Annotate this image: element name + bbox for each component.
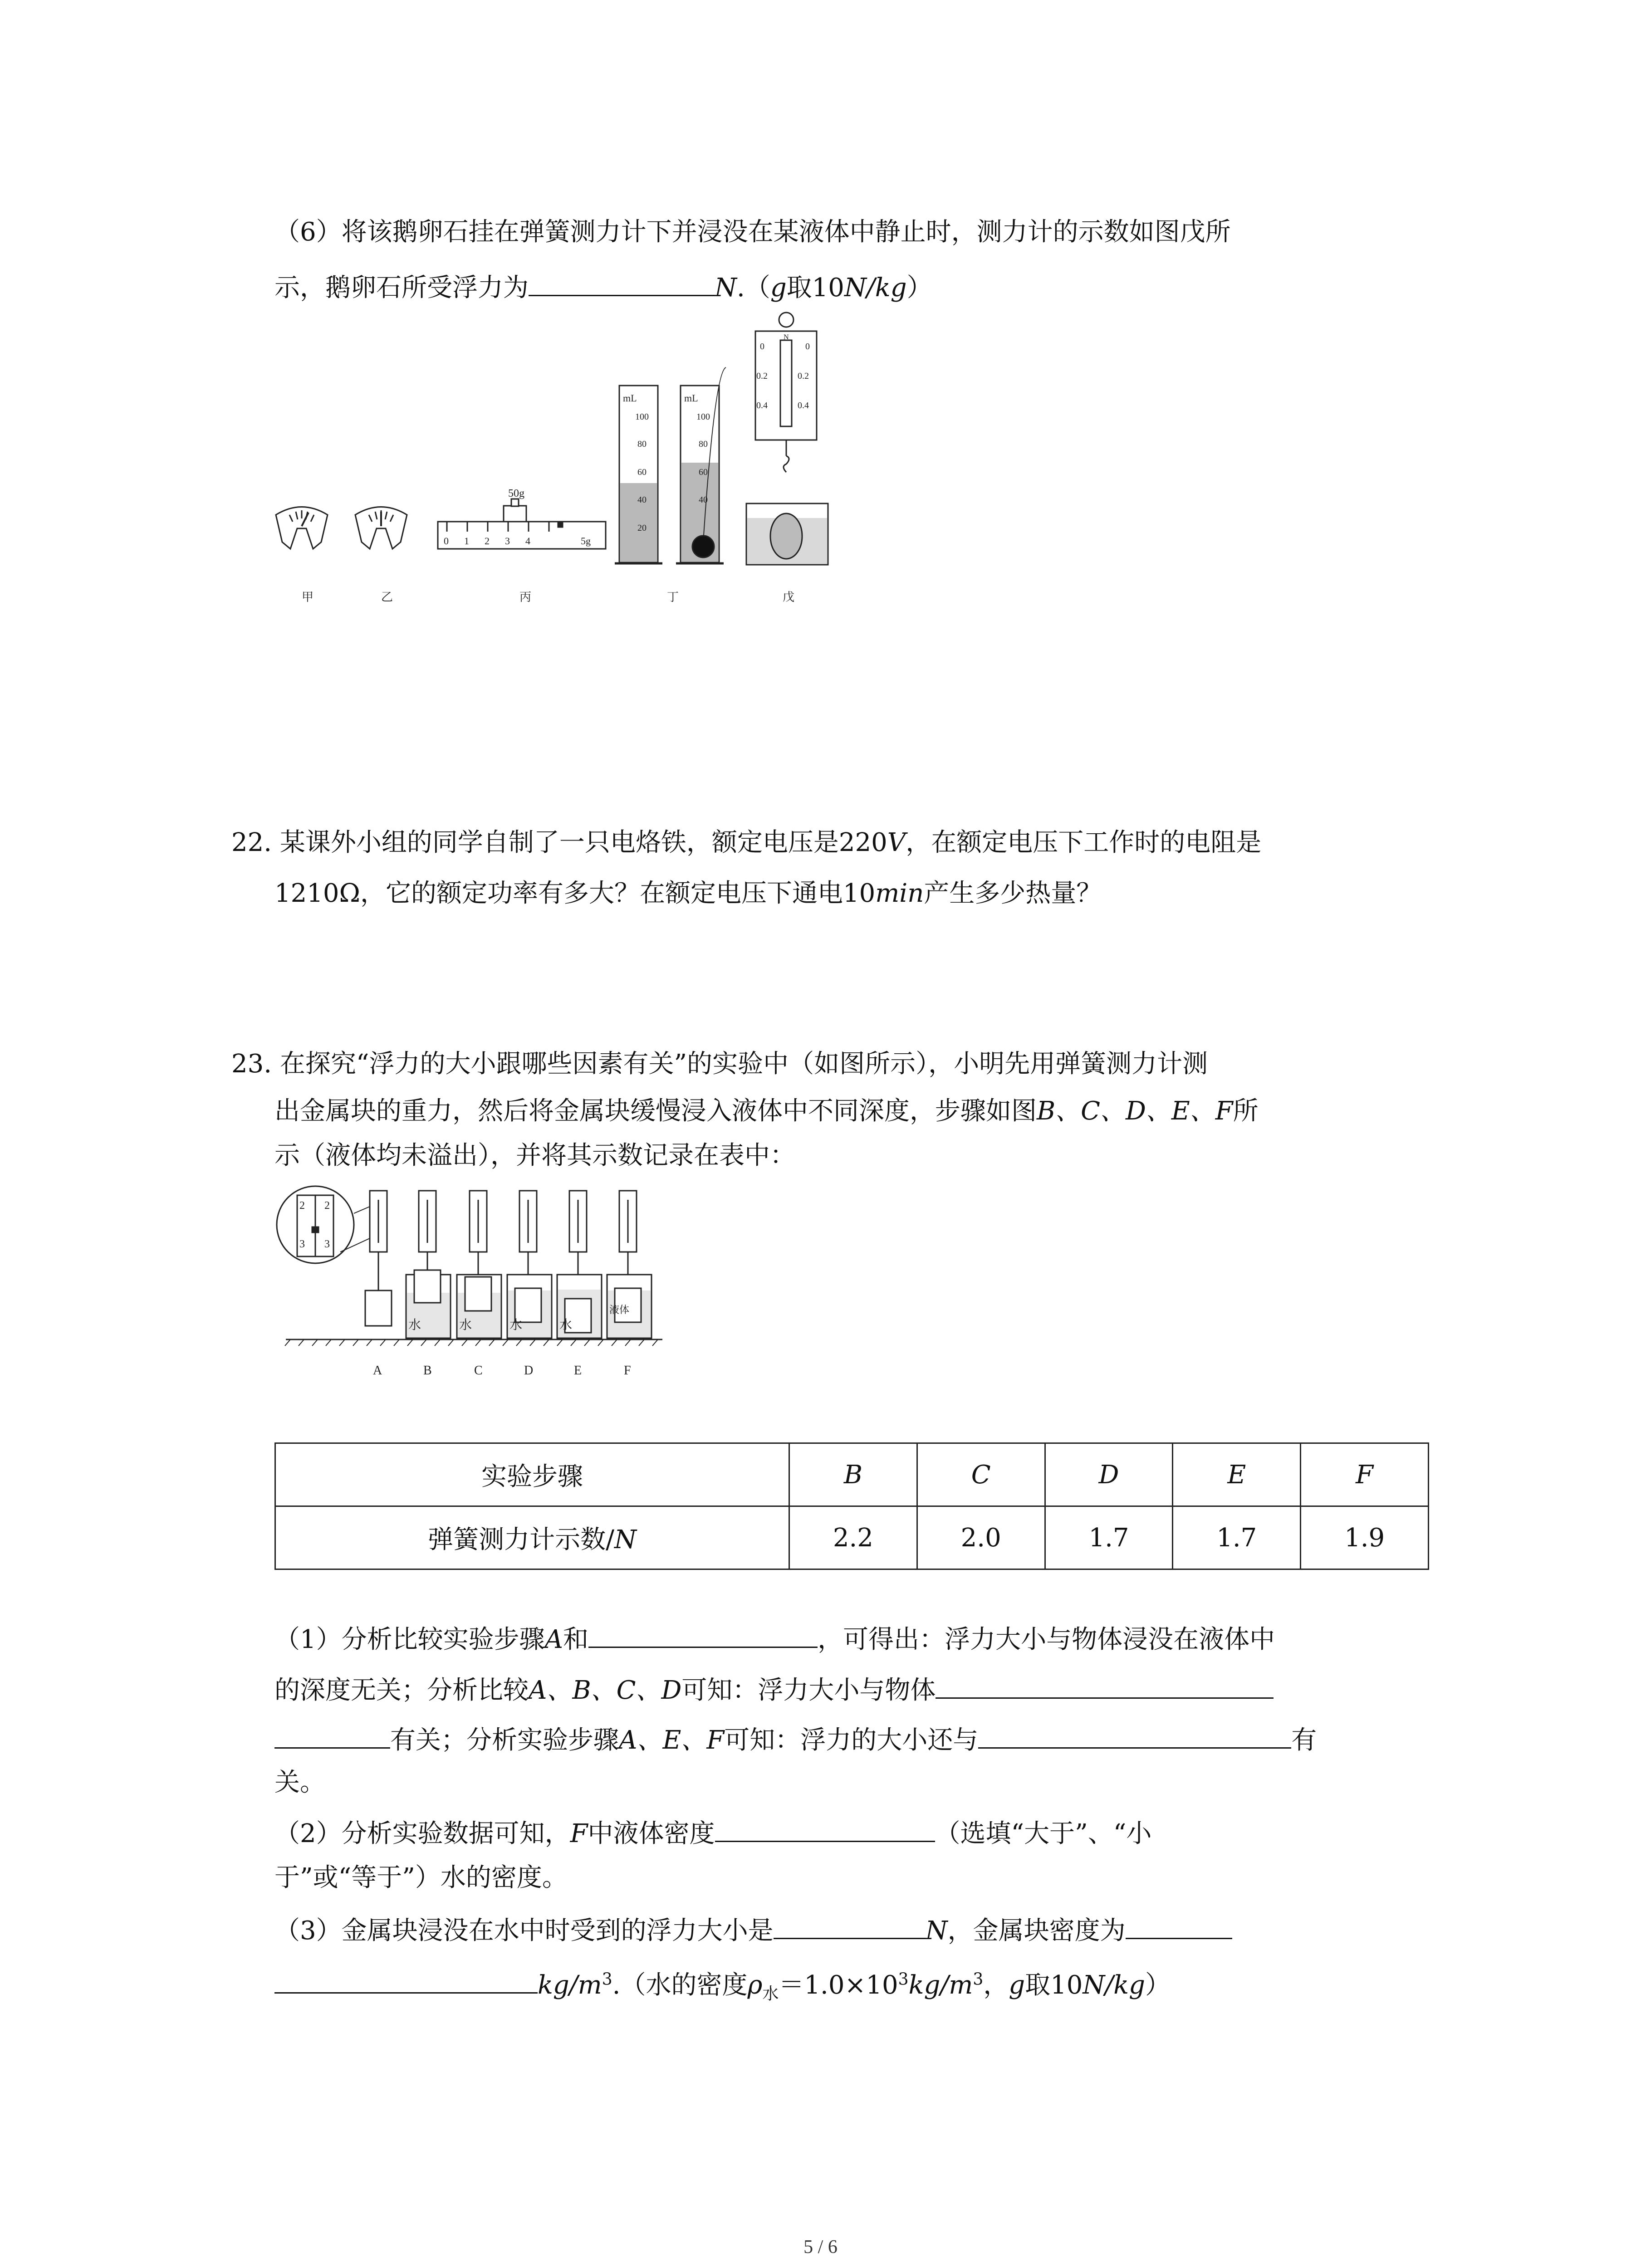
ruler-tick: 3 [505, 535, 510, 547]
table-cell-reading: 1.7 [1045, 1506, 1173, 1569]
zoom-tick: 3 [299, 1238, 305, 1250]
exponent: 3 [973, 1970, 984, 1989]
part3-unit-density-2: kg/m [908, 1970, 973, 2000]
step-label-b: B [423, 1364, 432, 1378]
unit-newton: N [715, 273, 737, 303]
q22-text1b: ，在额定电压下工作时的电阻是 [906, 828, 1262, 857]
part1-line4 [274, 1770, 325, 1795]
q21-part6-line1 [274, 217, 1231, 247]
cyl2-tick: 100 [696, 412, 710, 422]
part1-text2a: 的深度无关；分析比较 [274, 1676, 529, 1705]
g-unit: N/kg [844, 273, 907, 303]
step-label-a: A [373, 1364, 382, 1378]
answer-blank-buoyancy[interactable] [529, 271, 715, 296]
figure-apparatus-1 [268, 299, 857, 617]
cylinder-2-icon [676, 367, 726, 563]
table-head-readings [275, 1506, 789, 1569]
unit-volt: V [887, 828, 906, 857]
q23-number: 23. [231, 1049, 272, 1079]
step-label-e: E [574, 1364, 582, 1378]
q22-text2a: 1210Ω，它的额定功率有多大？在额定电压下通电10 [274, 879, 876, 908]
part1-line3 [274, 1724, 1317, 1753]
part1-vars-abcd: A、B、C、D [529, 1676, 682, 1705]
label-ding: 丁 [667, 591, 679, 604]
step-label-c: C [474, 1364, 483, 1378]
close-paren: ） [1145, 1970, 1171, 2000]
q21-part6-text1: （6）将该鹅卵石挂在弹簧测力计下并浸没在某液体中静止时，测力计的示数如图戊所 [274, 217, 1231, 247]
scale-tick-left: 0.4 [756, 401, 768, 411]
zoom-tick: 2 [324, 1200, 330, 1212]
readings-table [274, 1442, 1429, 1570]
cyl1-tick: 60 [637, 467, 647, 477]
answer-blank-buoyant-force[interactable] [774, 1914, 926, 1939]
table-cell-reading: 1.7 [1173, 1506, 1301, 1569]
part1-text1b: 和 [563, 1625, 589, 1654]
scale-tick-right: 0.2 [798, 371, 809, 381]
part3-unit-newton: N [925, 1916, 948, 1945]
q22-line2 [274, 881, 1102, 906]
table-cell-step: B [789, 1443, 917, 1506]
part2-line1 [274, 1817, 1151, 1847]
part2-var-f: F [570, 1819, 588, 1848]
table-cell-reading: 1.9 [1301, 1506, 1429, 1569]
part2-text1c: （选填“大于”、“小 [935, 1819, 1152, 1848]
part1-text4: 关。 [274, 1768, 325, 1797]
part1-line2 [274, 1674, 1274, 1703]
q23-line1 [231, 1051, 1208, 1077]
ruler-tick: 5g [581, 535, 591, 547]
figure-buoyancy-experiment [272, 1182, 789, 1395]
cyl2-tick: 80 [699, 439, 708, 449]
part1-text3c: 有 [1291, 1725, 1317, 1755]
q22-text1a: 某课外小组的同学自制了一只电烙铁，额定电压是220 [279, 828, 887, 857]
setup-a-icon [365, 1191, 392, 1326]
part1-line1 [274, 1623, 1275, 1652]
cyl1-tick: 100 [635, 412, 649, 422]
part2-line2 [274, 1865, 568, 1891]
balance-jia-icon [276, 507, 328, 549]
rho-symbol: ρ [747, 1970, 763, 2000]
q22-text2b: 产生多少热量？ [924, 879, 1102, 908]
cyl1-tick: 80 [637, 439, 647, 449]
part3-text1a: （3）金属块浸没在水中时受到的浮力大小是 [274, 1916, 774, 1945]
label-wu: 戊 [783, 591, 795, 604]
table-cell-step: E [1173, 1443, 1301, 1506]
part3-line2 [274, 1969, 1171, 2002]
part3-line1 [274, 1914, 1232, 1944]
part1-var-a: A [544, 1625, 563, 1654]
liquid-label-c: 水 [459, 1318, 472, 1332]
table-row [275, 1506, 1429, 1569]
liquid-label-d: 水 [509, 1318, 523, 1332]
part2-text2: 于”或“等于”）水的密度。 [274, 1863, 568, 1892]
page-number: 5 / 6 [803, 2237, 838, 2258]
ruler-tick: 2 [485, 535, 490, 547]
q23-text1: 在探究“浮力的大小跟哪些因素有关”的实验中（如图所示），小明先用弹簧测力计测 [279, 1049, 1208, 1079]
label-bing: 丙 [519, 591, 532, 604]
cyl1-tick: 40 [637, 495, 647, 505]
answer-blank-metal-density[interactable] [1126, 1914, 1232, 1939]
q23-line2 [274, 1096, 1259, 1126]
answer-blank-factor1-cont[interactable] [274, 1724, 390, 1749]
close-paren: ） [906, 273, 932, 303]
readings-head-unit: N [614, 1525, 637, 1554]
g-symbol: g [1009, 1970, 1025, 2000]
balance-yi-icon [355, 507, 407, 549]
liquid-label-b: 水 [408, 1318, 421, 1332]
part3-text2b: ＝1.0×10 [779, 1970, 898, 2000]
answer-blank-metal-density-cont[interactable] [274, 1969, 538, 1994]
q23-text3: 示（液体均未溢出），并将其示数记录在表中： [274, 1141, 795, 1170]
table-cell-step: C [917, 1443, 1045, 1506]
cylinder-unit-2: mL [684, 392, 698, 404]
part3-text2c: ， [983, 1970, 1009, 2000]
q21-part6-text3: .（ [737, 273, 770, 303]
answer-blank-step[interactable] [588, 1623, 818, 1648]
part2-text1b: 中液体密度 [588, 1819, 715, 1848]
q23-step-vars: B、C、D、E、F [1037, 1096, 1233, 1126]
zoom-circle-icon [277, 1186, 370, 1263]
buoyancy-svg [272, 1182, 789, 1395]
table-row [275, 1443, 1429, 1506]
q23-line3 [274, 1143, 795, 1168]
table-cell-step: D [1045, 1443, 1173, 1506]
apparatus-svg [268, 299, 857, 617]
table-cell-step: F [1301, 1443, 1429, 1506]
readings-head-text: 弹簧测力计示数/ [428, 1525, 614, 1554]
g-symbol: g [770, 273, 787, 303]
exponent: 3 [602, 1970, 612, 1989]
cyl2-tick: 40 [699, 495, 708, 505]
spring-scale-icon [746, 313, 828, 565]
label-jia: 甲 [302, 591, 314, 604]
scale-top-unit: N [784, 333, 789, 341]
scale-tick-right: 0.4 [798, 401, 809, 411]
setup-e-icon [557, 1191, 602, 1338]
part3-text1b: ，金属块密度为 [947, 1916, 1126, 1945]
g-text: 取10 [1025, 1970, 1083, 2000]
unit-minute: min [875, 879, 924, 908]
setup-f-icon [607, 1191, 652, 1338]
table-head-steps: 实验步骤 [275, 1443, 789, 1506]
table-cell-reading: 2.2 [789, 1506, 917, 1569]
part3-text2a: .（水的密度 [612, 1970, 748, 2000]
ruler-tick: 4 [525, 535, 530, 547]
part2-text1a: （2）分析实验数据可知， [274, 1819, 570, 1848]
part1-text1a: （1）分析比较实验步骤 [274, 1625, 545, 1654]
liquid-label-f: 液体 [609, 1304, 630, 1315]
q23-text2a: 出金属块的重力，然后将金属块缓慢浸入液体中不同深度，步骤如图 [274, 1096, 1037, 1126]
exponent: 3 [898, 1970, 909, 1989]
scale-tick-left: 0 [760, 342, 764, 352]
ground-icon [285, 1339, 662, 1346]
answer-blank-factor2[interactable] [978, 1724, 1291, 1749]
rho-subscript: 水 [762, 1984, 779, 2004]
zoom-tick: 3 [324, 1238, 330, 1250]
setup-d-icon [507, 1191, 552, 1338]
zoom-tick: 2 [299, 1200, 305, 1212]
answer-blank-factor1[interactable] [936, 1674, 1274, 1699]
part1-text3a: 有关；分析实验步骤 [390, 1725, 619, 1755]
ruler-tick: 0 [444, 535, 449, 547]
setup-c-icon [457, 1191, 501, 1338]
liquid-label-e: 水 [559, 1318, 573, 1332]
scale-tick-left: 0.2 [756, 371, 768, 381]
cyl2-tick: 60 [699, 467, 708, 477]
q22-line1 [231, 830, 1261, 855]
label-yi: 乙 [381, 591, 393, 604]
q22-number: 22. [231, 828, 272, 857]
setup-b-icon [406, 1191, 451, 1338]
cyl1-tick: 20 [637, 523, 647, 533]
answer-blank-density-compare[interactable] [715, 1817, 935, 1842]
step-label-d: D [524, 1364, 534, 1378]
step-label-f: F [624, 1364, 631, 1378]
part1-text3b: 可知：浮力的大小还与 [724, 1725, 979, 1755]
q21-part6-text2: 示，鹅卵石所受浮力为 [274, 273, 529, 303]
part1-text2b: 可知：浮力大小与物体 [681, 1676, 936, 1705]
g-unit: N/kg [1083, 1970, 1145, 2000]
g-text: 取10 [786, 273, 844, 303]
part3-unit-density: kg/m [538, 1970, 602, 2000]
part1-text1c: ，可得出：浮力大小与物体浸没在液体中 [818, 1625, 1275, 1654]
q21-part6-line2 [274, 271, 932, 301]
q23-text2b: 所 [1233, 1096, 1259, 1126]
table-cell-reading: 2.0 [917, 1506, 1045, 1569]
weight-label: 50g [508, 488, 524, 499]
part1-vars-aef: A、E、F [619, 1725, 725, 1755]
scale-tick-right: 0 [805, 342, 810, 352]
cylinder-unit: mL [623, 392, 637, 404]
ruler-tick: 1 [464, 535, 469, 547]
